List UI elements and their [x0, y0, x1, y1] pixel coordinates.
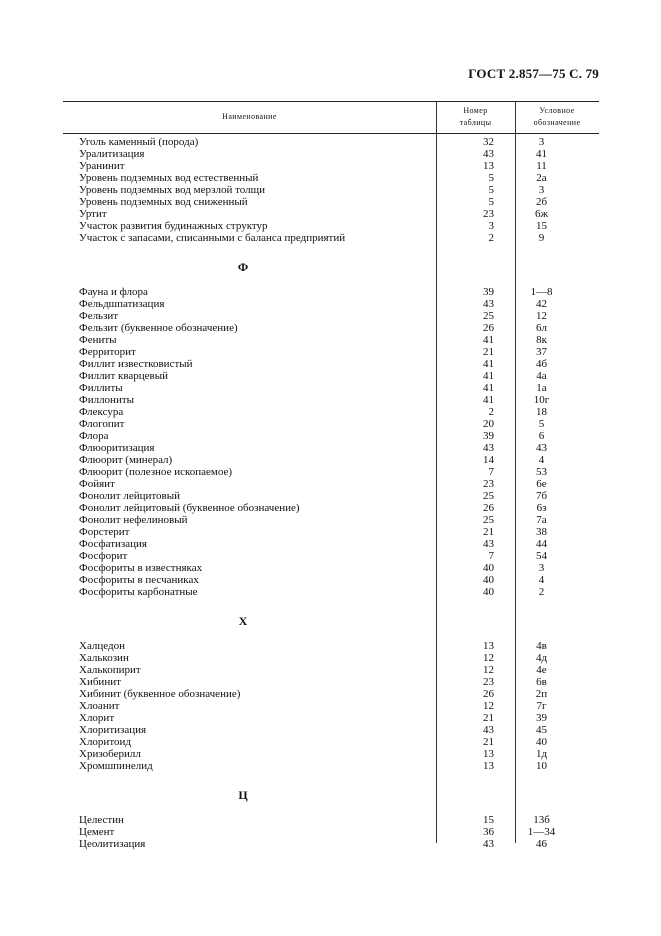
entry-name: Участок развития будинажных структур — [79, 220, 268, 232]
table-row — [63, 700, 599, 712]
table-row — [63, 748, 599, 760]
entry-table-number: 41 — [483, 358, 494, 370]
entry-symbol: 6л — [536, 322, 547, 334]
entry-symbol: 13б — [533, 814, 550, 826]
entry-symbol: 54 — [536, 550, 547, 562]
entry-symbol: 9 — [538, 232, 545, 244]
table-body — [63, 136, 599, 850]
entry-symbol: 4 — [538, 454, 545, 466]
entry-table-number: 43 — [483, 148, 494, 160]
table-row — [63, 562, 599, 574]
table-row — [63, 826, 599, 838]
column-header-symbol-line1: Условное — [539, 106, 575, 115]
entry-table-number: 12 — [483, 700, 494, 712]
entry-name: Флюорит (минерал) — [79, 454, 173, 466]
entry-symbol: 40 — [536, 736, 547, 748]
section-spacer — [63, 598, 599, 610]
table-row — [63, 196, 599, 208]
entry-symbol: 4 — [538, 574, 545, 586]
entry-table-number: 14 — [483, 454, 494, 466]
table-row — [63, 184, 599, 196]
entry-symbol: 6ж — [534, 208, 549, 220]
entry-name: Фонолит лейцитовый (буквенное обозначение) — [79, 502, 300, 514]
entry-table-number: 43 — [483, 724, 494, 736]
entry-symbol: 4б — [535, 358, 548, 370]
entry-table-number: 40 — [483, 574, 494, 586]
entry-table-number: 43 — [483, 538, 494, 550]
entry-name: Фонолит нефелиновый — [79, 514, 188, 526]
entry-name: Фениты — [79, 334, 117, 346]
section-letter: Ц — [238, 788, 248, 802]
entry-symbol: 44 — [536, 538, 547, 550]
table-row — [63, 406, 599, 418]
entry-name: Халцедон — [79, 640, 126, 652]
table-row — [63, 346, 599, 358]
entry-name: Хлоритоид — [79, 736, 131, 748]
entry-name: Ферриторит — [79, 346, 136, 358]
entry-symbol: 2а — [536, 172, 547, 184]
table-row — [63, 136, 599, 148]
entry-table-number: 40 — [483, 562, 494, 574]
entry-table-number: 5 — [488, 184, 494, 196]
section-letter-row — [63, 256, 599, 280]
table-row — [63, 382, 599, 394]
entry-name: Флюоритизация — [79, 442, 155, 454]
section-letter-row — [63, 784, 599, 808]
table-row — [63, 724, 599, 736]
entry-symbol: 4е — [536, 664, 547, 676]
table-row — [63, 172, 599, 184]
table-row — [63, 538, 599, 550]
entry-name: Фосфориты карбонатные — [79, 586, 198, 598]
table-row — [63, 148, 599, 160]
table-row — [63, 838, 599, 850]
entry-name: Фосфориты в известняках — [79, 562, 203, 574]
entry-name: Фосфатизация — [79, 538, 147, 550]
entry-table-number: 32 — [483, 136, 494, 148]
entry-symbol: 12 — [536, 310, 547, 322]
entry-table-number: 26 — [483, 502, 494, 514]
entry-symbol: 53 — [536, 466, 547, 478]
table-row — [63, 502, 599, 514]
entry-name: Фойяит — [79, 478, 115, 490]
entry-name: Филлиты — [79, 382, 123, 394]
entry-symbol: 1д — [535, 748, 548, 760]
entry-table-number: 21 — [483, 736, 494, 748]
entry-symbol: 6 — [538, 430, 545, 442]
entry-table-number: 26 — [483, 322, 494, 334]
entry-table-number: 5 — [488, 196, 494, 208]
entry-name: Фельзит (буквенное обозначение) — [79, 322, 238, 334]
entry-name: Фосфорит — [79, 550, 128, 562]
entry-name: Халькозин — [79, 652, 129, 664]
entry-name: Фонолит лейцитовый — [79, 490, 181, 502]
entry-table-number: 13 — [483, 760, 494, 772]
entry-table-number: 41 — [483, 370, 494, 382]
entry-table-number: 25 — [483, 514, 494, 526]
table-row — [63, 760, 599, 772]
entry-name: Хлоритизация — [79, 724, 147, 736]
table-row — [63, 640, 599, 652]
entry-symbol: 43 — [536, 442, 547, 454]
entry-symbol: 5 — [538, 418, 545, 430]
table-row — [63, 550, 599, 562]
entry-table-number: 23 — [483, 208, 494, 220]
entry-symbol: 42 — [536, 298, 547, 310]
table-row — [63, 160, 599, 172]
entry-table-number: 43 — [483, 838, 494, 850]
entry-name: Уровень подземных вод естественный — [79, 172, 259, 184]
section-letter-row — [63, 610, 599, 634]
entry-table-number: 43 — [483, 298, 494, 310]
entry-name: Филлит известковистый — [79, 358, 193, 370]
entry-symbol: 8к — [536, 334, 547, 346]
table-row — [63, 688, 599, 700]
table-row — [63, 712, 599, 724]
table-row — [63, 220, 599, 232]
table-row — [63, 358, 599, 370]
entry-name: Флюорит (полезное ископаемое) — [79, 466, 233, 478]
column-header-table-line1: Номер — [463, 106, 488, 115]
entry-name: Уралитизация — [79, 148, 145, 160]
entry-name: Уровень подземных вод мерзлой толщи — [79, 184, 265, 196]
entry-symbol: 38 — [536, 526, 547, 538]
entry-symbol: 7б — [535, 490, 548, 502]
entry-table-number: 15 — [483, 814, 494, 826]
page-header: ГОСТ 2.857—75 С. 79 — [468, 66, 599, 81]
entry-name: Участок с запасами, списанными с баланса предприятий — [79, 232, 346, 244]
table-row — [63, 676, 599, 688]
entry-symbol: 7г — [536, 700, 547, 712]
table-row — [63, 652, 599, 664]
entry-name: Целестин — [79, 814, 124, 826]
entry-table-number: 7 — [488, 550, 494, 562]
table-row — [63, 334, 599, 346]
entry-symbol: 4в — [536, 640, 547, 652]
entry-table-number: 13 — [483, 160, 494, 172]
entry-table-number: 21 — [483, 346, 494, 358]
entry-symbol: 11 — [536, 160, 547, 172]
entry-symbol: 41 — [536, 148, 547, 160]
entry-table-number: 43 — [483, 442, 494, 454]
index-table — [63, 101, 599, 850]
entry-table-number: 36 — [483, 826, 494, 838]
entry-name: Уртит — [79, 208, 107, 220]
entry-name: Уровень подземных вод сниженный — [79, 196, 248, 208]
entry-symbol: 2п — [535, 688, 548, 700]
table-row — [63, 466, 599, 478]
section-letter: Х — [238, 614, 248, 628]
section-letter: Ф — [237, 260, 249, 274]
table-row — [63, 394, 599, 406]
column-header-name: Наименование — [222, 112, 277, 121]
entry-table-number: 3 — [488, 220, 494, 232]
entry-name: Хибинит (буквенное обозначение) — [79, 688, 241, 700]
table-row — [63, 736, 599, 748]
entry-symbol: 37 — [536, 346, 547, 358]
entry-name: Филлит кварцевый — [79, 370, 169, 382]
entry-symbol: 3 — [538, 562, 545, 574]
entry-table-number: 12 — [483, 652, 494, 664]
table-row — [63, 814, 599, 826]
entry-table-number: 23 — [483, 676, 494, 688]
entry-name: Форстерит — [79, 526, 130, 538]
entry-symbol: 7а — [536, 514, 547, 526]
table-row — [63, 310, 599, 322]
table-row — [63, 208, 599, 220]
entry-symbol: 3 — [538, 136, 545, 148]
entry-table-number: 2 — [488, 406, 494, 418]
entry-symbol: 1—34 — [527, 826, 556, 838]
table-row — [63, 370, 599, 382]
entry-name: Фельдшпатизация — [79, 298, 165, 310]
entry-table-number: 20 — [483, 418, 494, 430]
entry-table-number: 5 — [488, 172, 494, 184]
column-header-symbol — [515, 101, 599, 133]
column-header-table — [436, 101, 515, 133]
entry-table-number: 41 — [483, 382, 494, 394]
entry-name: Фосфориты в песчаниках — [79, 574, 199, 586]
entry-table-number: 39 — [483, 430, 494, 442]
entry-symbol: 6в — [536, 676, 547, 688]
column-header-symbol-line2: обозначение — [533, 118, 581, 127]
table-row — [63, 490, 599, 502]
entry-table-number: 39 — [483, 286, 494, 298]
entry-name: Флексура — [79, 406, 124, 418]
entry-table-number: 12 — [483, 664, 494, 676]
table-row — [63, 514, 599, 526]
entry-name: Цеолитизация — [79, 838, 146, 850]
table-row — [63, 526, 599, 538]
entry-symbol: 45 — [536, 724, 547, 736]
table-row — [63, 430, 599, 442]
entry-symbol: 4д — [535, 652, 548, 664]
entry-symbol: 3 — [538, 184, 545, 196]
entry-symbol: 10 — [536, 760, 547, 772]
entry-symbol: 6е — [536, 478, 547, 490]
column-header-table-line2: таблицы — [459, 118, 492, 127]
entry-symbol: 39 — [536, 712, 547, 724]
entry-symbol: 2 — [538, 586, 545, 598]
table-row — [63, 298, 599, 310]
entry-symbol: 15 — [536, 220, 547, 232]
entry-table-number: 13 — [483, 640, 494, 652]
entry-table-number: 13 — [483, 748, 494, 760]
table-row — [63, 586, 599, 598]
table-row — [63, 454, 599, 466]
entry-table-number: 26 — [483, 688, 494, 700]
entry-name: Фельзит — [79, 310, 119, 322]
entry-table-number: 2 — [488, 232, 494, 244]
table-row — [63, 574, 599, 586]
table-row — [63, 286, 599, 298]
entry-table-number: 41 — [483, 334, 494, 346]
entry-symbol: 18 — [536, 406, 547, 418]
entry-name: Флора — [79, 430, 109, 442]
entry-name: Хризоберилл — [79, 748, 141, 760]
entry-name: Хромшпинелид — [79, 760, 153, 772]
entry-name: Цемент — [79, 826, 115, 838]
table-row — [63, 232, 599, 244]
entry-table-number: 23 — [483, 478, 494, 490]
entry-symbol: 2б — [535, 196, 548, 208]
entry-symbol: 1—8 — [530, 286, 553, 298]
entry-name: Хлорит — [79, 712, 115, 724]
entry-symbol: 10г — [533, 394, 550, 406]
entry-table-number: 41 — [483, 394, 494, 406]
entry-name: Хлоанит — [79, 700, 120, 712]
entry-name: Хибинит — [79, 676, 121, 688]
entry-table-number: 7 — [488, 466, 494, 478]
entry-table-number: 21 — [483, 526, 494, 538]
section-spacer — [63, 772, 599, 784]
entry-table-number: 40 — [483, 586, 494, 598]
entry-name: Халькопирит — [79, 664, 141, 676]
table-header-rule — [63, 133, 599, 134]
entry-table-number: 25 — [483, 490, 494, 502]
entry-symbol: 6з — [536, 502, 547, 514]
entry-symbol: 1а — [536, 382, 547, 394]
entry-table-number: 21 — [483, 712, 494, 724]
entry-name: Филлониты — [79, 394, 135, 406]
entry-symbol: 4а — [536, 370, 547, 382]
entry-name: Фауна и флора — [79, 286, 148, 298]
entry-name: Флогопит — [79, 418, 125, 430]
entry-name: Уранинит — [79, 160, 125, 172]
table-row — [63, 664, 599, 676]
entry-table-number: 25 — [483, 310, 494, 322]
table-row — [63, 478, 599, 490]
entry-symbol: 46 — [536, 838, 547, 850]
table-row — [63, 322, 599, 334]
section-spacer — [63, 244, 599, 256]
table-row — [63, 442, 599, 454]
entry-name: Уголь каменный (порода) — [79, 136, 199, 148]
table-row — [63, 418, 599, 430]
